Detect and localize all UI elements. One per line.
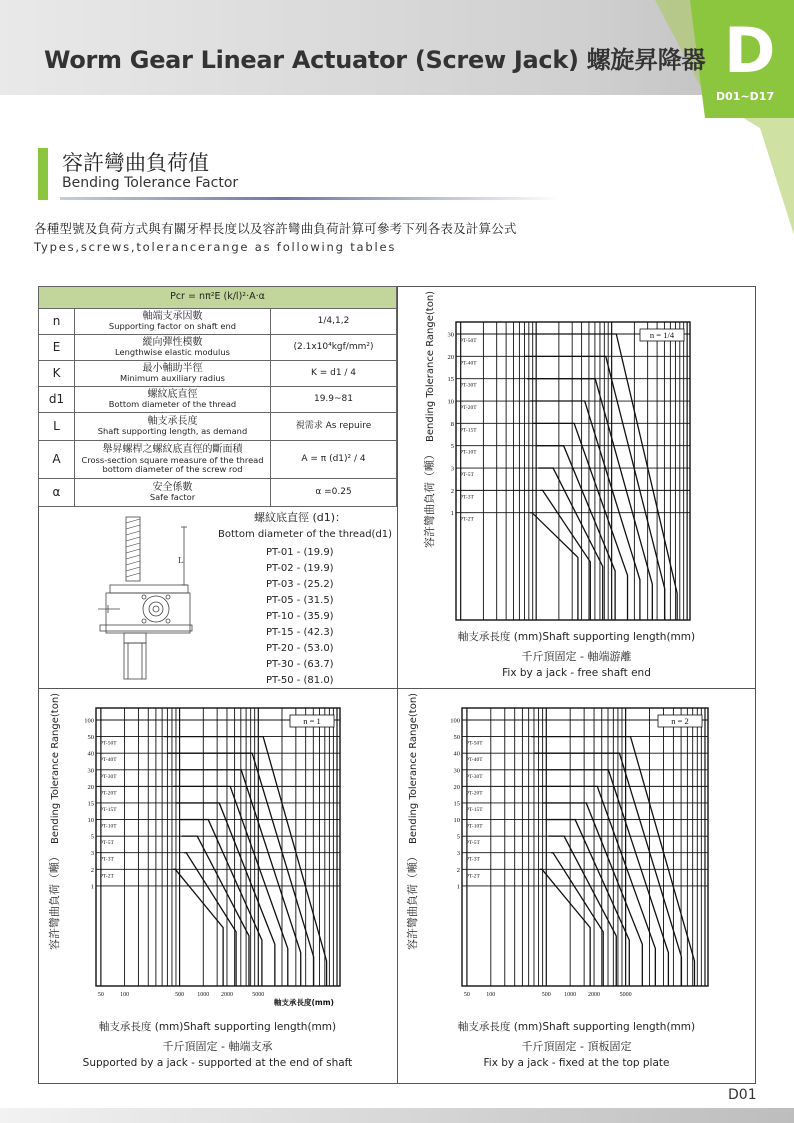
x-tick-label: 5000 [252,992,265,998]
param-desc-zh: 舉昇螺桿之螺紋底直徑的斷面積 [102,444,243,456]
chart-frame [462,708,708,986]
y-tick-label: 3 [90,850,94,858]
intro-text-en: Types,screws,tolerancerange as following tables [34,240,397,254]
screw-jack-drawing [98,513,210,683]
y-tick-label: 5 [450,443,454,451]
x-tick-label: 1000 [564,992,577,998]
x-tick-label: 500 [541,992,551,998]
chart-n-quarter [446,318,696,624]
buckling-curve [176,803,275,986]
n-label: n = 1 [303,716,321,726]
buckling-curve [164,737,326,986]
chart-n-one [86,704,346,1006]
series-label: PT-50T [466,740,483,747]
frame-divider-vertical [397,287,398,1083]
param-desc-en-2: bottom diameter of the screw rod [102,464,243,475]
root-diameter-subtitle: Bottom diameter of the thread(d1) [218,529,393,540]
table-row [39,441,397,479]
chart-1-caption-en: Fix by a jack - free shaft end [502,667,651,679]
y-tick-label: 30 [447,331,454,339]
series-label: PT-30T [460,382,477,389]
series-label: PT-15T [460,427,477,434]
series-label: PT-30T [466,773,483,780]
table-row [39,309,397,335]
param-value: (2.1x10⁴kgf/mm²) [271,335,397,361]
y-tick-label: 1 [90,883,94,891]
n-label: n = 1/4 [649,330,675,340]
y-tick-label: 5 [90,833,94,841]
list-item: PT-10 - (35.9) [266,611,334,622]
formula-row [39,287,397,309]
y-tick-label: 1 [450,510,454,518]
y-axis-label-chart-3 [404,693,420,950]
heading-underline [60,197,560,200]
list-item: PT-30 - (63.7) [266,659,334,670]
buckling-curve [530,513,578,620]
list-item: PT-50 - (81.0) [266,675,334,686]
x-tick-label: 50 [97,992,104,998]
page-number: D01 [728,1087,757,1103]
param-symbol: n [39,309,75,335]
param-value: 19.9~81 [271,387,397,413]
param-value: α =0.25 [271,479,397,507]
param-desc-en: Safe factor [149,492,196,503]
list-item: PT-05 - (31.5) [266,595,334,606]
param-desc-zh: 安全係數 [152,481,193,493]
list-item: PT-01 - (19.9) [266,547,334,558]
series-label: PT-40T [466,757,483,764]
param-desc-en: Minimum auxiliary radius [120,373,225,384]
param-desc-en: Lengthwise elastic modulus [115,347,230,358]
param-desc-zh: 最小輔助半徑 [142,362,203,374]
y-tick-label: 2 [450,487,454,495]
series-label: PT-20T [466,790,483,797]
param-desc-en: Shaft supporting length, as demand [97,426,248,437]
series-label: PT-50T [100,740,117,747]
series-label: PT-3T [466,856,480,863]
y-axis-label-zh: 容許彎曲負荷（噸） [423,449,436,548]
param-value: 視需求 As repuire [271,413,397,441]
list-item: PT-02 - (19.9) [266,563,334,574]
buckling-curve [551,853,603,986]
y-axis-label-zh: 容許彎曲負荷（噸） [406,851,419,950]
chart-3-axis-caption: 軸支承長度 (mm)Shaft supporting length(mm) [457,1021,696,1033]
series-label: PT-3T [460,494,474,501]
buckling-curve [182,836,249,986]
svg-text:L: L [178,556,184,565]
list-item: PT-03 - (25.2) [266,579,334,590]
x-tick-label: 2000 [588,992,601,998]
chart-1-axis-caption: 軸支承長度 (mm)Shaft supporting length(mm) [457,631,696,643]
buckling-curve [531,737,695,986]
chart-1-caption-zh: 千斤頂固定 - 軸端游離 [521,650,632,663]
x-tick-label: 1000 [197,992,210,998]
param-value: 1/4,1,2 [271,309,397,335]
list-item: PT-15 - (42.3) [266,627,334,638]
param-symbol: E [39,335,75,361]
buckling-curve [543,803,643,986]
y-tick-label: 20 [447,353,454,361]
y-tick-label: 15 [87,800,94,808]
x-tick-label: 100 [486,992,496,998]
y-tick-label: 15 [453,800,460,808]
root-diameter-title: 螺紋底直徑 (d1)： [254,511,347,524]
page-title: Worm Gear Linear Actuator (Screw Jack) 螺旋昇降器 [44,46,706,74]
chart-frame [456,322,690,620]
param-symbol: K [39,361,75,387]
section-letter: D [724,14,776,87]
buckling-curve [184,853,236,986]
y-tick-label: 3 [456,850,460,858]
param-desc-en: Supporting factor on shaft end [108,321,237,332]
y-axis-label-chart-1 [421,291,437,548]
formula-cell: Pcr = nπ²E (k/l)²·A·α [39,287,397,309]
param-value: K = d1 / 4 [271,361,397,387]
y-tick-label: 2 [90,866,94,874]
y-tick-label: 8 [450,420,454,428]
series-label: PT-20T [100,790,117,797]
param-symbol: d1 [39,387,75,413]
param-value: A = π (d1)² / 4 [271,441,397,479]
y-tick-label: 3 [450,465,454,473]
section-page-range: D01~D17 [716,90,775,103]
table-row [39,479,397,507]
series-label: PT-40T [100,757,117,764]
series-label: PT-15T [100,806,117,813]
buckling-curve [540,869,590,986]
y-tick-label: 10 [447,398,454,406]
list-item: PT-20 - (53.0) [266,643,334,654]
table-row [39,387,397,413]
series-label: PT-2T [460,516,474,523]
y-axis-label-chart-2 [46,693,62,950]
series-label: PT-10T [466,823,483,830]
parameter-table [38,286,397,507]
x-tick-label: 500 [175,992,185,998]
y-tick-label: 100 [84,717,94,725]
y-tick-label: 10 [453,817,460,825]
y-tick-label: 30 [453,767,460,775]
buckling-curve [541,490,591,620]
chart-2-axis-caption: 軸支承長度 (mm)Shaft supporting length(mm) [98,1021,337,1033]
x-tick-label: 2000 [220,992,233,998]
series-label: PT-5T [460,472,474,479]
root-diameter-list [266,545,334,689]
footer-bar [0,1106,794,1123]
table-row [39,335,397,361]
y-tick-label: 5 [456,833,460,841]
n-label: n = 2 [671,716,689,726]
chart-2-caption-zh: 千斤頂固定 - 軸端支承 [162,1040,273,1053]
param-desc-en: Bottom diameter of the thread [108,399,237,410]
intro-text-zh: 各種型號及負荷方式與有關牙桿長度以及容許彎曲負荷計算可參考下列各表及計算公式 [34,221,517,236]
y-tick-label: 50 [453,734,460,742]
y-tick-label: 10 [87,817,94,825]
y-tick-label: 30 [87,767,94,775]
buckling-curve [522,334,678,620]
y-tick-label: 20 [87,783,94,791]
y-tick-label: 50 [87,734,94,742]
series-label: PT-15T [466,806,483,813]
buckling-curve [530,401,640,620]
heading-accent-bar [38,148,48,200]
table-row [39,361,397,387]
series-label: PT-50T [460,338,477,344]
series-label: PT-40T [460,360,477,367]
y-tick-label: 1 [456,883,460,891]
chart-n-two [452,704,714,1006]
series-label: PT-5T [466,840,480,847]
section-title-zh: 容許彎曲負荷值 [62,151,209,175]
param-desc-zh: 軸支承長度 [147,415,198,427]
table-row [39,413,397,441]
series-label: PT-10T [460,449,477,456]
frame-divider-horizontal [39,688,755,689]
param-symbol: L [39,413,75,441]
y-axis-label-en: Bending Tolerance Range(ton) [408,692,419,844]
param-symbol: A [39,441,75,479]
series-label: PT-2T [466,873,480,880]
y-tick-label: 2 [456,866,460,874]
y-axis-label-en: Bending Tolerance Range(ton) [425,290,436,442]
y-axis-label-zh: 容許彎曲負荷（噸） [48,851,61,950]
chart-3-caption-zh: 千斤頂固定 - 頂板固定 [521,1040,632,1053]
y-tick-label: 40 [453,750,460,758]
series-label: PT-10T [100,823,117,830]
chart-frame [96,708,340,986]
y-tick-label: 100 [450,717,460,725]
y-tick-label: 20 [453,783,460,791]
param-symbol: α [39,479,75,507]
series-label: PT-3T [100,856,114,863]
buckling-curve [538,468,602,620]
x-tick-label: 5000 [619,992,632,998]
param-desc-zh: 螺紋底直徑 [147,388,198,400]
param-desc-en: Cross-section square measure of the thread [81,454,264,465]
series-label: PT-5T [100,840,114,847]
y-axis-label-en: Bending Tolerance Range(ton) [50,692,61,844]
buckling-curve [549,836,617,986]
y-tick-label: 15 [447,376,454,384]
x-tick-label: 100 [120,992,130,998]
y-tick-label: 40 [87,750,94,758]
buckling-curve [173,869,223,986]
x-tick-label: 50 [463,992,470,998]
chart-2-caption-en: Supported by a jack - supported at the end of shaft [82,1057,353,1069]
series-label: PT-30T [100,773,117,780]
section-title-en: Bending Tolerance Factor [62,175,239,191]
param-desc-zh: 軸端支承因數 [142,310,203,322]
series-label: PT-2T [100,873,114,880]
series-label: PT-20T [460,405,477,412]
chart-3-caption-en: Fix by a jack - fixed at the top plate [483,1057,670,1069]
param-desc-zh: 縱向彈性模數 [142,336,203,348]
x-axis-label: 軸支承長度(mm) [274,998,334,1007]
